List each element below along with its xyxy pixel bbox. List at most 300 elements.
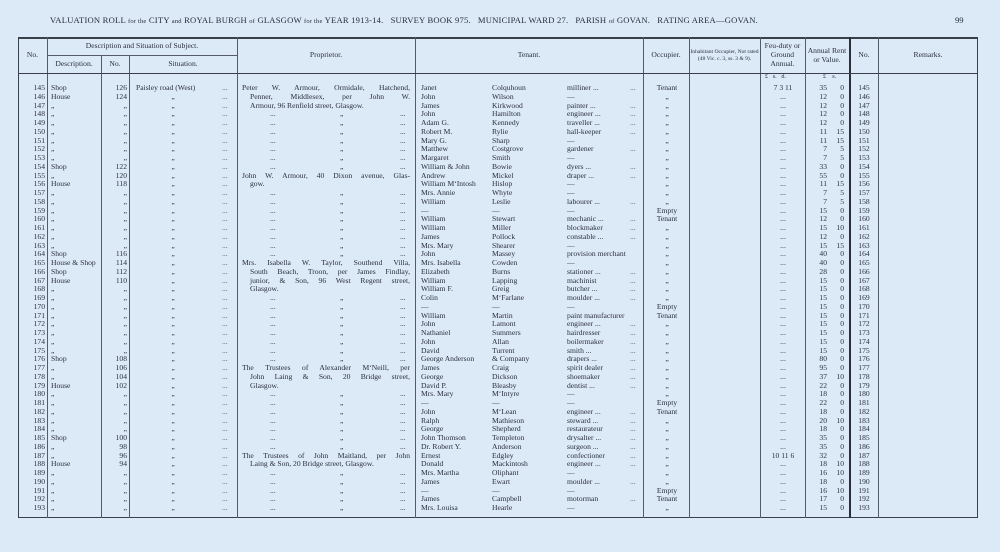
- feu-duty: ...: [780, 205, 786, 215]
- tenant-first-name: Colin: [421, 293, 438, 302]
- proprietor-ditto: „: [340, 126, 344, 136]
- tenant-first-name: Ernest: [421, 450, 441, 460]
- annual-value-shillings: 0: [840, 118, 844, 127]
- annual-value-shillings: 0: [840, 354, 844, 364]
- description: Shop: [51, 83, 67, 92]
- description: „: [51, 135, 55, 145]
- tenant-occupation: restaurateur: [567, 424, 603, 434]
- leader-dots: ...: [222, 153, 228, 162]
- table-row: [0, 127, 1000, 136]
- situation: „: [171, 240, 175, 250]
- leader-dots: ...: [222, 354, 228, 364]
- annual-value-shillings: 0: [840, 476, 844, 486]
- table-row: [0, 416, 1000, 425]
- street-number: „: [123, 100, 127, 110]
- table-row: [0, 276, 1000, 285]
- feu-duty: 7 3 11: [773, 83, 793, 92]
- tenant-first-name: John: [421, 319, 436, 329]
- tenant-occupation: machinist: [567, 275, 597, 285]
- proprietor-ditto-dots: ...: [400, 494, 406, 504]
- table-row: [0, 241, 1000, 250]
- tenant-surname: —: [492, 301, 500, 311]
- leader-dots: ...: [630, 354, 636, 364]
- annual-value-pounds: 15: [819, 310, 827, 320]
- table-row: [0, 232, 1000, 241]
- entry-number-right: 165: [858, 258, 870, 267]
- entry-number-right: 160: [858, 214, 870, 224]
- street-number: 102: [115, 380, 127, 390]
- feu-duty: ...: [780, 284, 786, 294]
- proprietor-ditto-dots: ...: [400, 196, 406, 206]
- leader-dots: ...: [222, 231, 228, 241]
- situation: „: [171, 319, 175, 329]
- situation: „: [171, 144, 175, 154]
- street-number: „: [123, 398, 127, 407]
- tenant-first-name: William: [421, 275, 446, 285]
- occupier: „: [665, 415, 669, 425]
- proprietor-ditto-dots: ...: [400, 240, 406, 250]
- page-title: VALUATION ROLL for the CITY and ROYAL BURGH of GLASGOW for the YEAR 1913-14. SURVEY BOOK 975. MUNICIPAL WARD 27. PARISH of GOVAN. RATING AREA—GOVAN.: [50, 15, 759, 25]
- leader-dots: ...: [222, 223, 228, 232]
- leader-dots: ...: [222, 135, 228, 145]
- entry-number: 178: [33, 371, 45, 381]
- tenant-first-name: Mrs. Mary: [421, 240, 454, 250]
- leader-dots: ...: [222, 293, 228, 302]
- leader-dots: ...: [222, 424, 228, 434]
- leader-dots: ...: [222, 494, 228, 504]
- leader-dots: ...: [630, 363, 636, 372]
- tenant-surname: M‘Lean: [492, 406, 517, 416]
- tenant-occupation: gardener: [567, 144, 594, 154]
- proprietor: junior, & Son, 96 West Regent street,: [250, 275, 410, 285]
- occupier: Empty: [656, 485, 678, 495]
- tenant-occupation: steward ...: [567, 415, 599, 425]
- occupier: „: [665, 450, 669, 460]
- header-situation: Situation.: [168, 58, 198, 68]
- leader-dots: ...: [222, 126, 228, 136]
- annual-value-pounds: 18: [819, 476, 827, 486]
- entry-number: 173: [33, 328, 45, 337]
- leader-dots: ...: [222, 275, 228, 285]
- description: Shop: [51, 249, 67, 259]
- tenant-occupation: mechanic ...: [567, 214, 604, 224]
- entry-number: 182: [33, 406, 45, 416]
- annual-value-pounds: 15: [819, 223, 827, 232]
- occupier: „: [665, 161, 669, 171]
- tenant-surname: Dickson: [492, 371, 518, 381]
- entry-number: 190: [33, 476, 45, 486]
- proprietor-ditto-dots: ...: [270, 389, 276, 399]
- feu-duty: ...: [780, 363, 786, 372]
- proprietor-ditto-dots: ...: [270, 319, 276, 329]
- leader-dots: ...: [630, 109, 636, 119]
- proprietor-ditto-dots: ...: [270, 249, 276, 259]
- tenant-surname: Leslie: [492, 196, 511, 206]
- street-number: „: [123, 336, 127, 346]
- entry-number-right: 189: [858, 468, 870, 477]
- tenant-first-name: Mrs. Mary: [421, 389, 454, 399]
- tenant-surname: Edgley: [492, 450, 514, 460]
- situation: „: [171, 284, 175, 294]
- tenant-occupation: engineer ...: [567, 459, 601, 469]
- tenant-first-name: Nathaniel: [421, 328, 451, 337]
- entry-number-right: 164: [858, 249, 870, 259]
- description: House: [51, 380, 71, 390]
- occupier: „: [665, 258, 669, 267]
- table-row: [0, 302, 1000, 311]
- annual-value-shillings: 0: [840, 293, 844, 302]
- street-number: „: [123, 406, 127, 416]
- tenant-first-name: George: [421, 424, 444, 434]
- tenant-occupation: confectioner: [567, 450, 605, 460]
- table-row: [0, 214, 1000, 223]
- situation: „: [171, 415, 175, 425]
- situation: „: [171, 126, 175, 136]
- entry-number-right: 170: [858, 301, 870, 311]
- situation: „: [171, 100, 175, 110]
- tenant-surname: Turrent: [492, 345, 515, 355]
- description: „: [51, 494, 55, 504]
- street-number: „: [123, 494, 127, 504]
- entry-number-right: 192: [858, 494, 870, 504]
- header-remarks: Remarks.: [913, 50, 943, 60]
- description: „: [51, 214, 55, 224]
- entry-number-right: 188: [858, 459, 870, 469]
- street-number: „: [123, 135, 127, 145]
- occupier: „: [665, 196, 669, 206]
- proprietor-ditto: „: [340, 109, 344, 119]
- table-row: [0, 267, 1000, 276]
- street-number: 100: [115, 433, 127, 442]
- proprietor-ditto-dots: ...: [270, 293, 276, 302]
- description: „: [51, 328, 55, 337]
- occupier: „: [665, 441, 669, 451]
- street-number: „: [123, 328, 127, 337]
- entry-number: 158: [33, 196, 45, 206]
- feu-duty: ...: [780, 275, 786, 285]
- occupier: „: [665, 468, 669, 477]
- entry-number: 184: [33, 424, 45, 434]
- annual-value-pounds: 12: [819, 214, 827, 224]
- leader-dots: ...: [222, 328, 228, 337]
- occupier: „: [665, 328, 669, 337]
- annual-value-pounds: 15: [819, 328, 827, 337]
- tenant-surname: Rylie: [492, 126, 509, 136]
- entry-number: 193: [33, 503, 45, 512]
- occupier: „: [665, 170, 669, 180]
- table-row: [0, 407, 1000, 416]
- leader-dots: ...: [630, 161, 636, 171]
- tenant-first-name: William: [421, 223, 446, 232]
- leader-dots: ...: [222, 450, 228, 460]
- description: „: [51, 345, 55, 355]
- proprietor-ditto-dots: ...: [270, 231, 276, 241]
- tenant-first-name: William: [421, 196, 446, 206]
- entry-number: 160: [33, 214, 45, 224]
- proprietor: The Trustees of John Maitland, per John: [242, 450, 410, 460]
- tenant-surname: Whyte: [492, 188, 513, 197]
- occupier: Empty: [656, 301, 678, 311]
- annual-value-shillings: 0: [840, 363, 844, 372]
- annual-value-pounds: 22: [819, 380, 827, 390]
- tenant-first-name: Mrs. Isabella: [421, 258, 461, 267]
- leader-dots: ...: [630, 441, 636, 451]
- tenant-surname: Lamont: [492, 319, 516, 329]
- annual-value-shillings: 0: [840, 275, 844, 285]
- entry-number-right: 171: [858, 310, 870, 320]
- leader-dots: ...: [630, 144, 636, 154]
- leader-dots: ...: [630, 223, 636, 232]
- header-description-group: Description and Situation of Subject.: [85, 41, 199, 51]
- leader-dots: ...: [222, 83, 228, 92]
- proprietor-ditto: „: [340, 161, 344, 171]
- proprietor-ditto: „: [340, 468, 344, 477]
- entry-number: 151: [33, 135, 45, 145]
- tenant-surname: Colquhoun: [492, 83, 526, 92]
- proprietor: Mrs. Isabella W. Taylor, Southend Villa,: [242, 258, 410, 267]
- annual-value-shillings: 0: [840, 433, 844, 442]
- situation: „: [171, 503, 175, 512]
- feu-duty: ...: [780, 485, 786, 495]
- annual-value-shillings: 0: [840, 310, 844, 320]
- proprietor-ditto-dots: ...: [400, 424, 406, 434]
- feu-duty: ...: [780, 476, 786, 486]
- situation: „: [171, 249, 175, 259]
- description: House & Shop: [51, 258, 96, 267]
- proprietor: The Trustees of Alexander M‘Neill, per: [242, 363, 410, 372]
- situation: Paisley road (West): [136, 83, 196, 92]
- occupier: Empty: [656, 398, 678, 407]
- table-row: [0, 486, 1000, 495]
- leader-dots: ...: [222, 284, 228, 294]
- annual-value-pounds: 37: [819, 371, 827, 381]
- table-row: [0, 372, 1000, 381]
- street-number: „: [123, 389, 127, 399]
- tenant-surname: Hamilton: [492, 109, 521, 119]
- tenant-occupation: butcher ...: [567, 284, 598, 294]
- street-number: „: [123, 240, 127, 250]
- entry-number-right: 168: [858, 284, 870, 294]
- annual-value-shillings: 10: [836, 223, 844, 232]
- annual-value-pounds: 15: [819, 301, 827, 311]
- annual-value-shillings: 0: [840, 284, 844, 294]
- annual-value-pounds: 33: [819, 161, 827, 171]
- page-number: 99: [955, 15, 964, 25]
- table-row: [0, 389, 1000, 398]
- proprietor-ditto-dots: ...: [400, 485, 406, 495]
- tenant-surname: Bleasby: [492, 380, 517, 390]
- header-no: No.: [26, 50, 39, 60]
- proprietor-ditto-dots: ...: [400, 328, 406, 337]
- tenant-occupation: surgeon ...: [567, 441, 599, 451]
- entry-number: 189: [33, 468, 45, 477]
- street-number: 120: [115, 170, 127, 180]
- annual-value-shillings: 5: [840, 196, 844, 206]
- proprietor-ditto-dots: ...: [400, 406, 406, 416]
- leader-dots: ...: [630, 459, 636, 469]
- situation: „: [171, 301, 175, 311]
- tenant-occupation: —: [567, 301, 575, 311]
- table-row: [0, 442, 1000, 451]
- proprietor-ditto-dots: ...: [270, 214, 276, 224]
- situation: „: [171, 406, 175, 416]
- leader-dots: ...: [222, 459, 228, 469]
- proprietor-ditto-dots: ...: [400, 441, 406, 451]
- entry-number-right: 166: [858, 266, 870, 276]
- tenant-surname: Mackintosh: [492, 459, 528, 469]
- proprietor-ditto-dots: ...: [400, 214, 406, 224]
- annual-value-pounds: 15: [819, 319, 827, 329]
- header-occupier: Occupier.: [651, 50, 681, 60]
- proprietor-ditto-dots: ...: [270, 126, 276, 136]
- tenant-first-name: Elizabeth: [421, 266, 450, 276]
- table-row: [0, 223, 1000, 232]
- proprietor-ditto-dots: ...: [270, 345, 276, 355]
- proprietor-ditto: „: [340, 240, 344, 250]
- occupier: Tenant: [656, 494, 678, 504]
- situation: „: [171, 258, 175, 267]
- tenant-surname: Hislop: [492, 179, 513, 189]
- proprietor-ditto-dots: ...: [400, 301, 406, 311]
- annual-value-pounds: 18: [819, 406, 827, 416]
- leader-dots: ...: [222, 433, 228, 442]
- entry-number-right: 147: [858, 100, 870, 110]
- proprietor-ditto: „: [340, 223, 344, 232]
- street-number: 126: [115, 83, 127, 92]
- table-row: [0, 171, 1000, 180]
- street-number: „: [123, 319, 127, 329]
- description: „: [51, 415, 55, 425]
- entry-number-right: 173: [858, 328, 870, 337]
- annual-value-pounds: 15: [819, 284, 827, 294]
- street-number: 114: [115, 258, 127, 267]
- entry-number: 181: [33, 398, 45, 407]
- occupier: „: [665, 188, 669, 197]
- annual-value-pounds: 40: [819, 258, 827, 267]
- proprietor-ditto-dots: ...: [400, 319, 406, 329]
- proprietor-ditto: „: [340, 415, 344, 425]
- proprietor-ditto: „: [340, 293, 344, 302]
- situation: „: [171, 223, 175, 232]
- proprietor-ditto: „: [340, 118, 344, 127]
- annual-value-shillings: 0: [840, 170, 844, 180]
- feu-duty: ...: [780, 240, 786, 250]
- leader-dots: ...: [222, 196, 228, 206]
- entry-number-right: 150: [858, 126, 870, 136]
- annual-value-pounds: 12: [819, 91, 827, 101]
- situation: „: [171, 494, 175, 504]
- entry-number-right: 154: [858, 161, 870, 171]
- leader-dots: ...: [630, 424, 636, 434]
- description: „: [51, 336, 55, 346]
- feu-duty: ...: [780, 170, 786, 180]
- tenant-surname: Mathieson: [492, 415, 525, 425]
- entry-number-right: 145: [858, 83, 870, 92]
- street-number: „: [123, 415, 127, 425]
- leader-dots: ...: [222, 310, 228, 320]
- annual-units: £ s.: [823, 73, 837, 80]
- feu-duty: ...: [780, 503, 786, 512]
- leader-dots: ...: [630, 118, 636, 127]
- feu-duty: ...: [780, 398, 786, 407]
- annual-value-shillings: 5: [840, 153, 844, 162]
- proprietor-ditto-dots: ...: [270, 336, 276, 346]
- occupier: „: [665, 459, 669, 469]
- proprietor-ditto: „: [340, 135, 344, 145]
- leader-dots: ...: [630, 319, 636, 329]
- situation: „: [171, 161, 175, 171]
- tenant-first-name: George Anderson: [421, 354, 475, 364]
- leader-dots: ...: [222, 170, 228, 180]
- tenant-surname: —: [492, 485, 500, 495]
- entry-number-right: 176: [858, 354, 870, 364]
- occupier: Tenant: [656, 310, 678, 320]
- tenant-first-name: William F.: [421, 284, 453, 294]
- occupier: „: [665, 319, 669, 329]
- proprietor-ditto-dots: ...: [270, 494, 276, 504]
- header-no-right: No.: [858, 50, 870, 60]
- leader-dots: ...: [222, 214, 228, 224]
- tenant-occupation: engineer ...: [567, 319, 601, 329]
- annual-value-shillings: 15: [836, 240, 844, 250]
- leader-dots: ...: [630, 371, 636, 381]
- street-number: „: [123, 310, 127, 320]
- description: „: [51, 450, 55, 460]
- entry-number: 180: [33, 389, 45, 399]
- annual-value-shillings: 0: [840, 336, 844, 346]
- feu-duty: ...: [780, 371, 786, 381]
- leader-dots: ...: [222, 468, 228, 477]
- proprietor-ditto-dots: ...: [400, 205, 406, 215]
- proprietor-ditto-dots: ...: [400, 389, 406, 399]
- entry-number: 149: [33, 118, 45, 127]
- proprietor-ditto: „: [340, 231, 344, 241]
- tenant-first-name: David P.: [421, 380, 447, 390]
- situation: „: [171, 485, 175, 495]
- proprietor-ditto-dots: ...: [270, 153, 276, 162]
- occupier: „: [665, 503, 669, 512]
- leader-dots: ...: [630, 284, 636, 294]
- tenant-surname: M‘Intyre: [492, 389, 520, 399]
- table-row: [0, 83, 1000, 92]
- street-number: 96: [119, 450, 127, 460]
- tenant-first-name: Ralph: [421, 415, 440, 425]
- entry-number-right: 169: [858, 293, 870, 302]
- annual-value-pounds: 12: [819, 109, 827, 119]
- tenant-surname: Miller: [492, 223, 511, 232]
- description: „: [51, 468, 55, 477]
- situation: „: [171, 135, 175, 145]
- annual-value-shillings: 10: [836, 415, 844, 425]
- situation: „: [171, 214, 175, 224]
- entry-number: 164: [33, 249, 45, 259]
- proprietor-ditto-dots: ...: [400, 109, 406, 119]
- occupier: „: [665, 275, 669, 285]
- tenant-occupation: —: [567, 205, 575, 215]
- entry-number-right: 146: [858, 91, 870, 101]
- entry-number: 152: [33, 144, 45, 154]
- proprietor-ditto: „: [340, 214, 344, 224]
- annual-value-pounds: 7: [823, 144, 827, 154]
- leader-dots: ...: [630, 415, 636, 425]
- description: „: [51, 301, 55, 311]
- annual-value-shillings: 5: [840, 144, 844, 154]
- leader-dots: ...: [222, 179, 228, 189]
- tenant-surname: Mickel: [492, 170, 514, 180]
- tenant-surname: Wilson: [492, 91, 514, 101]
- annual-value-pounds: 7: [823, 153, 827, 162]
- entry-number: 172: [33, 319, 45, 329]
